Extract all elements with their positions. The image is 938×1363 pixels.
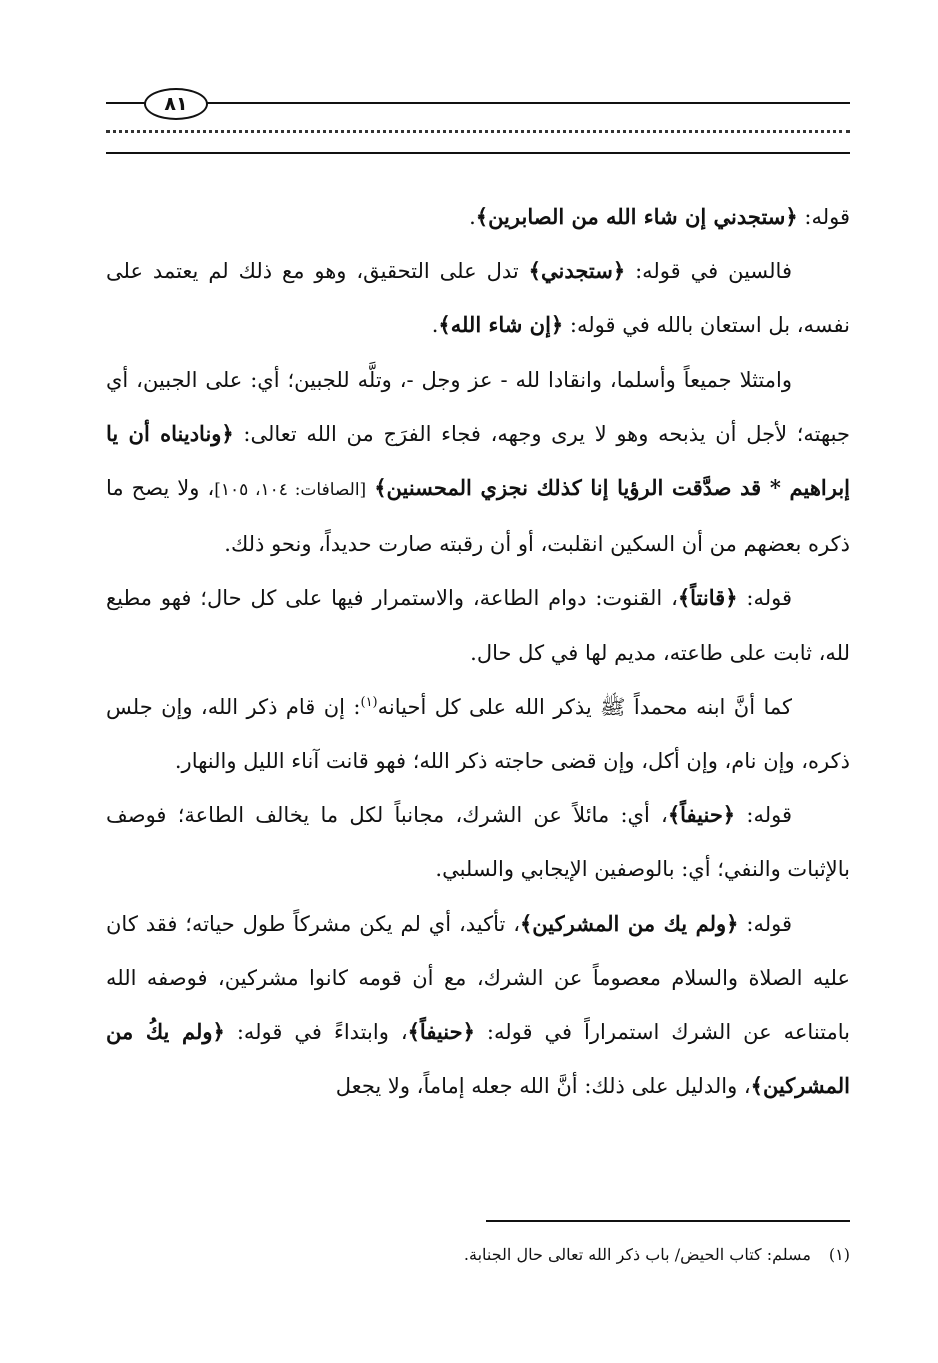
text-segment: ، والدليل على ذلك: أنَّ الله جعله إماماً، ولا يجعل [335,1074,751,1099]
text-segment: ، ولا يصح ما ذكره بعضهم من أن السكين انقلبت، أو أن رقبته صارت حديداً، ونحو ذلك. [106,476,850,557]
text-segment: فالسين في قوله: [625,259,792,284]
text-segment: . [469,205,476,229]
text-segment: قوله: [735,803,792,828]
text-segment: قوله: [797,205,850,229]
quran-quote: ﴿ولم يك من المشركين﴾ [520,910,739,936]
quran-quote: ﴿حنيفاً﴾ [407,1019,475,1045]
page-header [106,82,850,162]
text-segment: تدل على التحقيق، وهو مع ذلك لم يعتمد على نفسه، بل استعان بالله في قوله: [106,259,850,338]
text-segment: ، القنوت: دوام الطاعة، والاستمرار فيها على كل حال؛ فهو مطيع لله، ثابت على طاعته، مديم لها في كل حال. [106,586,850,665]
header-top-rule [106,102,850,104]
quran-quote: ﴿ستجدني﴾ [528,258,626,284]
text-segment: كما أنَّ ابنه محمداً ﷺ يذكر الله على كل أحيانه [377,694,792,719]
footnote-separator [486,1220,850,1222]
paragraph [106,353,850,572]
text-segment: : إن قام ذكر الله، وإن جلس ذكره، وإن نام، وإن أكل، وإن قضى حاجته ذكر الله؛ فهو قانت آناء الليل والنهار. [106,694,850,774]
paragraph [106,788,850,896]
footnote-text: مسلم: كتاب الحيض/ باب ذكر الله تعالى حال الجنابة. [463,1245,811,1264]
text-segment: ، تأكيد، أي لم يكن مشركاً طول حياته؛ فقد كان عليه الصلاة والسلام معصوماً عن الشرك، مع أن قومه كانوا مشركين، فوصفه الله بامتناعه عن الشرك استمراراً في قوله: [106,911,850,1045]
text-segment: قوله: [738,911,793,936]
text-segment: ، وابتداءً في قوله: [224,1020,408,1045]
text-segment: قوله: [737,586,793,611]
quran-quote: ﴿حنيفاً﴾ [667,802,736,828]
quran-quote: ﴿إن شاء الله﴾ [438,312,564,338]
quran-quote: ﴿ولم يكُ من المشركين﴾ [106,1019,850,1099]
paragraph [106,244,850,352]
paragraph [106,190,850,244]
quran-quote: ﴿قانتاً﴾ [677,585,738,611]
footnote [106,1240,850,1270]
page-number: ٨١ [144,88,208,120]
main-text [106,190,850,1113]
footnote-marker: (١) [360,694,378,710]
text-segment: ، أي: مائلاً عن الشرك، مجانباً لكل ما يخالف الطاعة؛ فوصف بالإثبات والنفي؛ أي: بالوصفين الإيجابي والسلبي. [106,803,850,882]
paragraph [106,680,850,788]
paragraph [106,897,850,1114]
quran-quote: ﴿وناديناه أن يا إبراهيم * قد صدَّقت الرؤيا إنا كذلك نجزي المحسنين﴾ [106,420,850,501]
footnote-number: (١) [828,1245,850,1264]
header-bottom-rule [106,152,850,154]
paragraph [106,571,850,679]
text-segment: وامتثلا جميعاً وأسلما، وانقادا لله - عز وجل -، وتلَّه للجبين؛ أي: على الجبين، أي جبهته؛ لأجل أن يذبحه وهو لا يرى وجهه، فجاء الفرَج من الله تعالى: [106,367,850,446]
surah-reference: [الصافات: ١٠٤، ١٠٥] [214,480,367,501]
header-dotted-rule [106,130,850,133]
text-segment: . [431,313,439,338]
text-segment [366,476,374,500]
quran-quote: ﴿ستجدني إن شاء الله من الصابرين﴾ [475,204,798,229]
